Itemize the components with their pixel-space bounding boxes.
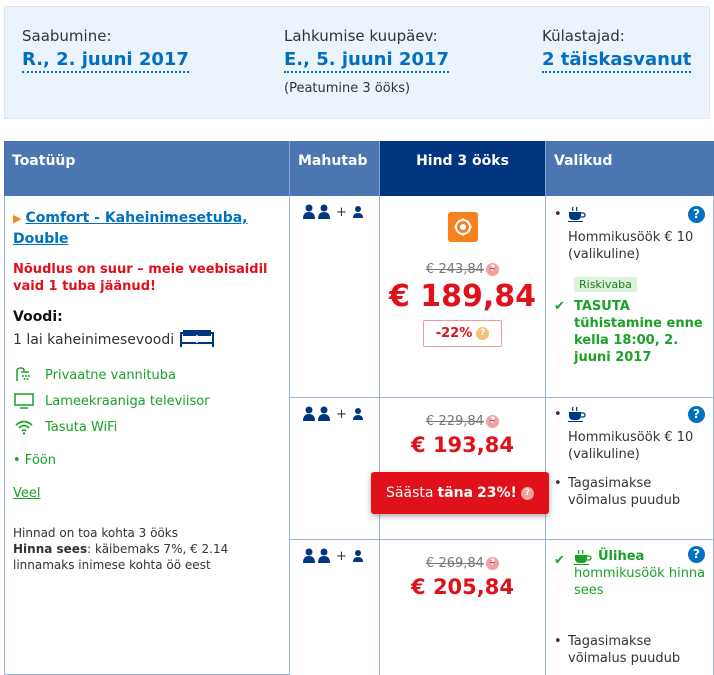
save-percent: 23%! — [477, 485, 517, 501]
old-price-2 — [426, 414, 499, 429]
header-capacity: Mahutab — [290, 141, 380, 196]
risk-free-badge: Riskivaba — [574, 277, 637, 292]
capacity-indicator — [290, 398, 379, 430]
help-icon[interactable]: ? — [521, 487, 534, 500]
room-table — [4, 141, 714, 675]
options-cell-2 — [546, 398, 714, 540]
beds-value: 1 lai kaheinimesevoodi — [13, 332, 175, 348]
options-cell-1 — [546, 196, 714, 398]
price-note — [13, 525, 281, 573]
breakfast-option-text: Hommikusöök € 10 (valikuline) — [568, 230, 694, 262]
breakfast-included-option — [554, 548, 707, 599]
arrival-label: Saabumine: — [22, 27, 112, 45]
guests-label: Külastajad: — [542, 27, 625, 45]
old-price-value: € 269,84 — [426, 556, 484, 571]
breakfast-included-text: hommikusöök hinna sees — [574, 566, 706, 598]
capacity-cell-1 — [290, 196, 380, 398]
price-cell-1 — [380, 196, 546, 398]
checkmark-icon: ✔ — [554, 553, 565, 568]
save-today-bold: täna — [437, 485, 474, 501]
price-note-line2 — [13, 541, 281, 573]
tv-icon — [13, 393, 35, 409]
bullet: • — [554, 476, 562, 491]
coffee-cup-icon — [568, 206, 586, 222]
guests-link[interactable]: 2 täiskasvanut — [542, 49, 691, 73]
free-cancellation — [554, 298, 707, 366]
price-cell-3 — [380, 540, 546, 675]
departure-block — [284, 27, 449, 96]
more-facilities-link[interactable]: Veel — [13, 486, 41, 501]
shower-icon — [13, 367, 35, 383]
checkmark-icon: ✔ — [554, 299, 565, 314]
plus-sign: + — [336, 548, 347, 564]
facility-bathroom-label: Privaatne vannituba — [45, 367, 176, 383]
departure-label: Lahkumise kuupäev: — [284, 27, 438, 45]
breakfast-included-content — [574, 548, 707, 599]
help-circle-icon[interactable]: ? — [688, 206, 705, 223]
search-summary — [4, 6, 710, 119]
refund-option-text: Tagasimakse võimalus puudub — [568, 476, 681, 508]
breakfast-option-text: Hommikusöök € 10 (valikuline) — [568, 430, 694, 462]
beds-info — [13, 329, 281, 351]
help-circle-icon[interactable]: ? — [688, 546, 705, 563]
bullet: • — [554, 207, 562, 222]
bullet: • — [554, 407, 562, 422]
bullet: • — [554, 634, 562, 649]
breakfast-option — [554, 406, 707, 463]
header-options: Valikud — [554, 153, 613, 169]
coffee-cup-icon — [574, 549, 592, 565]
facility-bathroom — [13, 367, 281, 383]
header-room-type: Toatüüp — [4, 141, 290, 196]
discount-badge — [423, 320, 503, 347]
capacity-cell-2 — [290, 398, 380, 540]
capacity-indicator — [290, 540, 379, 572]
price-note-line1: Hinnad on toa kohta 3 ööks — [13, 526, 179, 540]
free-cancellation-text: TASUTA tühistamine enne kella 18:00, 2. juuni 2017 — [574, 299, 703, 365]
room-name-text[interactable]: Comfort - Kaheinimesetuba, Double — [13, 210, 248, 247]
guests-block — [542, 27, 691, 73]
plus-sign: + — [336, 204, 347, 220]
header-price: Hind 3 ööks — [380, 141, 546, 196]
room-name-link[interactable] — [13, 208, 281, 249]
price-note-rest: : käibemaks 7%, € 2.14 linnamaks inimese kohta öö eest — [13, 542, 229, 572]
old-price-value: € 243,84 — [426, 262, 484, 277]
old-price-3 — [426, 556, 499, 571]
save-today-badge — [371, 472, 549, 514]
facility-hairdryer: • Föön — [13, 453, 56, 468]
child-icon — [351, 549, 365, 563]
current-price-1: € 189,84 — [388, 279, 537, 314]
refund-option — [554, 633, 707, 667]
current-price-2: € 193,84 — [411, 433, 514, 457]
capacity-indicator — [290, 196, 379, 228]
facility-wifi — [13, 419, 281, 435]
help-icon[interactable]: ? — [486, 415, 499, 428]
breakfast-option-content — [568, 406, 707, 463]
expand-triangle-icon: ▶ — [13, 212, 22, 225]
help-icon[interactable]: ? — [486, 263, 499, 276]
child-icon — [351, 407, 365, 421]
price-cell-2 — [380, 398, 546, 540]
two-adults-icon — [302, 548, 332, 564]
wifi-icon — [13, 419, 35, 435]
double-bed-icon — [180, 329, 214, 351]
beds-heading: Voodi: — [13, 309, 63, 325]
departure-date-link[interactable]: E., 5. juuni 2017 — [284, 49, 449, 73]
breakfast-option — [554, 206, 707, 263]
discount-value: -22% — [435, 326, 473, 341]
options-cell-3 — [546, 540, 714, 675]
breakfast-included-title — [574, 548, 707, 565]
room-description-cell — [4, 196, 290, 675]
current-price-3: € 205,84 — [411, 575, 514, 599]
price-note-bold: Hinna sees — [13, 542, 88, 556]
arrival-date-link[interactable]: R., 2. juuni 2017 — [22, 49, 189, 73]
help-icon[interactable]: ? — [486, 557, 499, 570]
plus-sign: + — [336, 406, 347, 422]
coffee-cup-icon — [568, 406, 586, 422]
old-price-value: € 229,84 — [426, 414, 484, 429]
refund-option — [554, 475, 707, 509]
refund-option-text: Tagasimakse võimalus puudub — [568, 634, 681, 666]
two-adults-icon — [302, 406, 332, 422]
deal-badge-icon — [448, 212, 478, 242]
child-icon — [351, 205, 365, 219]
capacity-cell-3 — [290, 540, 380, 675]
arrival-block — [22, 27, 189, 73]
save-prefix: Säästa — [386, 485, 434, 501]
facility-tv-label: Lameekraaniga televiisor — [45, 393, 210, 409]
breakfast-option-content — [568, 206, 707, 263]
facility-wifi-label: Tasuta WiFi — [45, 419, 118, 435]
breakfast-included-bold: Ülihea — [598, 549, 645, 564]
high-demand-warning: Nõudlus on suur – meie veebisaidil vaid 1 tuba jäänud! — [13, 262, 268, 294]
facility-tv — [13, 393, 281, 409]
help-circle-icon[interactable]: ? — [688, 406, 705, 423]
table-header — [4, 141, 714, 196]
help-icon[interactable]: ? — [476, 327, 489, 340]
two-adults-icon — [302, 204, 332, 220]
old-price-1 — [426, 262, 499, 277]
stay-length-note: (Peatumine 3 ööks) — [284, 81, 411, 96]
